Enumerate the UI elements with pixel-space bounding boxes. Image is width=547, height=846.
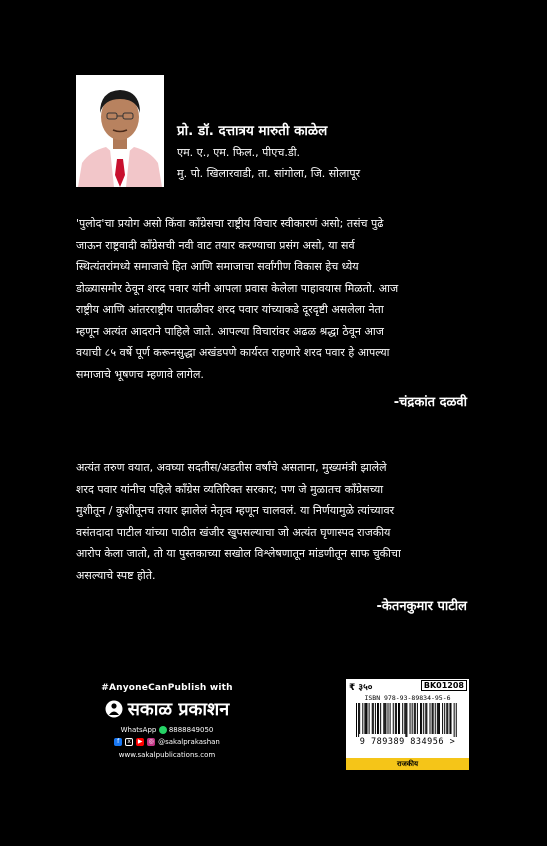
whatsapp-number: 8888849050	[168, 726, 214, 734]
barcode-bar	[390, 703, 391, 734]
barcode-bar	[405, 703, 406, 737]
publisher-hashtag: #AnyoneCanPublish with	[101, 683, 233, 693]
whatsapp-label: WhatsApp	[120, 726, 157, 734]
quote-line: मुशीतून / कुशीतूनच तयार झालेलं नेतृत्व म्हणून चालवलं. या निर्णयामुळे त्यांच्यावर	[76, 504, 395, 517]
barcode-bar	[447, 703, 448, 734]
author-info	[177, 121, 360, 181]
sakal-emblem-icon	[105, 700, 123, 718]
whatsapp-icon	[159, 726, 167, 734]
barcode-bar	[402, 703, 403, 734]
barcode-bar	[365, 703, 366, 734]
barcode-bar	[442, 703, 443, 734]
barcode-bar	[369, 703, 370, 734]
barcode-bar	[380, 703, 381, 734]
barcode-bar	[426, 703, 427, 734]
quote-line: वसंतदादा पाटील यांच्या पाठीत खंजीर खुपसल्याचा जो अत्यंत घृणास्पद राजकीय	[76, 525, 391, 539]
quote-line: 'पुलोद'चा प्रयोग असो किंवा काँग्रेसचा राष्ट्रीय विचार स्वीकारणं असो; तसंच पुढे	[76, 217, 384, 230]
barcode-bar	[432, 703, 433, 734]
quote-block-1	[76, 213, 468, 385]
publisher-name: सकाळ प्रकाशन	[127, 699, 230, 720]
barcode-bar	[451, 703, 452, 734]
book-code: BK01208	[421, 680, 467, 691]
publisher-logo	[82, 697, 252, 721]
barcode-bar	[454, 703, 455, 737]
barcode-bar	[423, 703, 424, 734]
barcode-bar	[410, 703, 411, 734]
barcode-bar	[373, 703, 374, 734]
quote-line: शरद पवार यांनीच पहिले काँग्रेस व्यतिरिक्त सरकार; पण जे मुळातच काँग्रेसच्या	[76, 482, 384, 496]
publisher-website[interactable]: www.sakalpublications.com	[118, 751, 216, 759]
barcode-bar	[404, 703, 405, 734]
social-handle: @sakalprakashan	[158, 738, 220, 746]
barcode-bar	[384, 703, 385, 734]
author-photo	[76, 75, 164, 187]
category-band: राजकीय	[346, 758, 469, 770]
barcode-bar	[414, 703, 415, 734]
author-degrees: एम. ए., एम. फिल., पीएच.डी.	[177, 146, 301, 159]
barcode-bar	[446, 703, 447, 734]
barcode-bar	[439, 703, 440, 734]
barcode-bar	[375, 703, 376, 734]
quote-1-signature: -चंद्रकांत दळवी	[393, 395, 467, 410]
barcode-bar	[449, 703, 450, 734]
quote-line: आरोप केला जातो, तो या पुस्तकाच्या सखोल विश्लेषणातून मांडणीतून साफ चुकीचा	[76, 547, 401, 560]
barcode-bar	[398, 703, 399, 734]
isbn-text: ISBN 978-93-89834-95-6	[364, 694, 451, 702]
quote-line: समाजाचे भूषणच म्हणावे लागेल.	[76, 367, 204, 381]
barcode-bar	[383, 703, 384, 734]
barcode-bar	[435, 703, 436, 734]
whatsapp-contact	[82, 726, 252, 734]
instagram-icon[interactable]: ◎	[148, 738, 154, 745]
quote-line: वयाची ८५ वर्षे पूर्ण करूनसुद्धा अखंडपणे कार्यरत राहणारे शरद पवार हे आपल्या	[76, 346, 390, 359]
quote-line: स्थित्यंतरांमध्ये समाजाचे हित आणि समाजाचा सर्वांगीण विकास हेच ध्येय	[76, 260, 359, 273]
price-label: ₹ ३५०	[349, 683, 373, 693]
barcode-bar	[430, 703, 431, 734]
barcode-bar	[364, 703, 365, 734]
barcode-bar	[399, 703, 400, 734]
barcode-bar	[396, 703, 397, 734]
barcode-bar	[388, 703, 389, 734]
barcode-bar	[425, 703, 426, 734]
quote-line: असल्याचे स्पष्ट होते.	[76, 568, 156, 582]
barcode-bar	[362, 703, 363, 734]
barcode-bar	[378, 703, 379, 734]
author-name: प्रो. डॉ. दत्तात्रय मारुती काळेल	[177, 123, 328, 139]
barcode-bars	[354, 703, 461, 737]
barcode-bar	[456, 703, 457, 737]
author-portrait-icon	[76, 75, 164, 187]
barcode-bar	[377, 703, 378, 734]
barcode-panel	[346, 679, 469, 770]
barcode-bar	[367, 703, 368, 734]
quote-line: डोळ्यासमोर ठेवून शरद पवार यांनी आपला प्रवास केलेला पाहावयास मिळतो. आज	[76, 281, 399, 295]
publisher-block	[82, 683, 252, 759]
barcode-bar	[356, 703, 357, 737]
barcode-bar	[420, 703, 421, 734]
social-links	[82, 738, 252, 746]
barcode-digits: 9 789389 834956 >	[359, 737, 456, 747]
barcode-bar	[359, 703, 360, 734]
barcode-bar	[372, 703, 373, 734]
barcode-bar	[393, 703, 394, 734]
quote-line: जाऊन राष्ट्रवादी काँग्रेसची नवी वाट तयार करण्याचा प्रसंग असो, या सर्व	[76, 238, 355, 252]
quote-line: अत्यंत तरुण वयात, अवघ्या सदतीस/अडतीस वर्षांचे असताना, मुख्यमंत्री झालेले	[76, 461, 387, 474]
barcode-bar	[358, 703, 359, 737]
barcode-bar	[417, 703, 418, 734]
quote-2-signature: -केतनकुमार पाटील	[376, 599, 467, 614]
barcode-bar	[415, 703, 416, 734]
x-icon[interactable]: x	[125, 738, 133, 746]
barcode-bar	[438, 703, 439, 734]
facebook-icon[interactable]: f	[114, 738, 122, 746]
barcode-bar	[406, 703, 407, 737]
barcode-bar	[412, 703, 413, 734]
barcode-bar	[444, 703, 445, 734]
quote-line: म्हणून अत्यंत आदराने पाहिले जाते. आपल्या विचारांवर अढळ श्रद्धा ठेवून आज	[76, 324, 384, 338]
youtube-icon[interactable]: ▶	[137, 738, 143, 745]
barcode-bar	[433, 703, 434, 734]
author-address: मु. पो. खिलारवाडी, ता. सांगोला, जि. सोलापूर	[177, 167, 361, 180]
quote-block-2	[76, 457, 468, 586]
quote-line: राष्ट्रीय आणि आंतरराष्ट्रीय पातळीवर शरद पवार यांच्याकडे दूरदृष्टी असलेला नेता	[76, 303, 384, 316]
barcode-bar	[385, 703, 386, 734]
barcode-bar	[437, 703, 438, 734]
barcode-bar	[395, 703, 396, 734]
barcode-bar	[421, 703, 422, 734]
